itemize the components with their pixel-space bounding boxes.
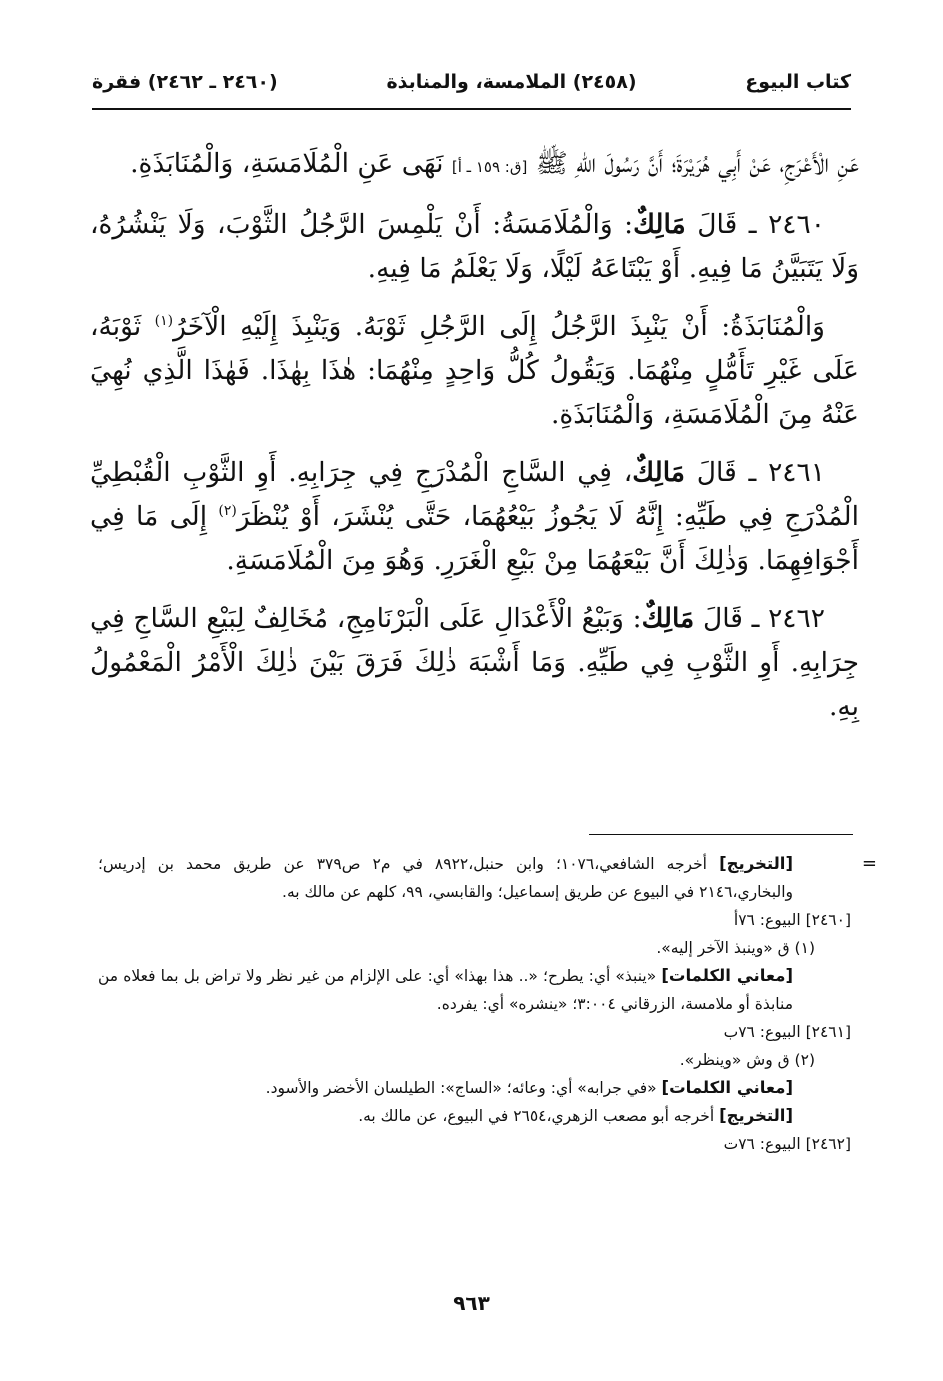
text-segment: نَهَى عَنِ الْمُلَامَسَةِ، وَالْمُنَابَذَةِ.: [130, 148, 444, 179]
takhrij-label: [التخريج]: [719, 1106, 793, 1125]
takhrij-text: أخرجه أبو مصعب الزهري،٢٦٥٤ في البيوع، عن مالك به.: [358, 1107, 715, 1125]
text-segment: وَالْمُنَابَذَةُ: أَنْ يَنْبِذَ الرَّجُلُ إِلَى الرَّجُلِ ثَوْبَهُ. وَيَنْبِذَ إِلَيْهِ الْآخَرُ: [173, 311, 825, 342]
paragraph-2460: [90, 203, 859, 291]
ref-2462: [٢٤٦٢] البيوع: ٧٦ت: [723, 1135, 851, 1153]
text-segment: : وَالْمُلَامَسَةُ: أَنْ يَلْمِسَ الرَّجُلُ الثَّوْبَ، وَلَا يَنْشُرُهُ، وَلَا يَتَبَيَّنُ مَا فِيهِ. أَوْ يَبْتَاعَهُ لَيْلًا، وَلَا يَعْلَمُ مَا فِيهِ.: [90, 209, 859, 284]
takhrij-note-1: [98, 850, 877, 906]
paragraph-2462: [90, 597, 859, 729]
maani-note-1: [98, 962, 851, 1018]
footnote-2: (٢) ق وش «وينظر».: [679, 1051, 815, 1069]
paragraph-number: ٢٤٦٠ ـ قَالَ: [697, 209, 825, 240]
takhrij-label: [التخريج]: [719, 854, 793, 873]
text-segment: إِلَى مَا فِي أَجْوَافِهِمَا. وَذٰلِكَ أَنَّ بَيْعَهُمَا مِنْ بَيْعِ الْغَرَرِ. وَهُوَ مِنَ الْمُلَامَسَةِ.: [90, 501, 859, 576]
malik-name: مَالِكٌ: [641, 603, 695, 634]
maani-label: [معاني الكلمات]: [661, 1078, 793, 1097]
takhrij-note-2: [98, 1102, 851, 1130]
maani-note-2: [98, 1074, 851, 1102]
paragraph-munabadha: [90, 305, 859, 437]
continuation-mark: =: [861, 853, 877, 874]
header-paragraph-range: (٢٤٦٠ ـ ٢٤٦٢) فقرة: [92, 71, 278, 93]
page-header: [92, 62, 851, 110]
maani-text: «في جرابه» أي: وعائه؛ «الساج»: الطيلسان الأخضر والأسود.: [265, 1079, 657, 1097]
ref-2460: [٢٤٦٠] البيوع: ٧٦أ: [733, 911, 851, 929]
footnote-1: (١) ق «وينبذ الآخر إليه».: [656, 939, 815, 957]
takhrij-text: أخرجه الشافعي،١٠٧٦؛ وابن حنبل،٨٩٢٢ في م٢ ص٣٧٩ عن طريق محمد بن إدريس؛ والبخاري،٢١٤٦ في البيوع عن طريق إسماعيل؛ والقابسي، ٩٩، كلهم عن مالك به.: [98, 855, 793, 901]
malik-name: مَالِكٌ: [632, 457, 685, 488]
text-segment: ثَوْبَهُ، عَلَى غَيْرِ تَأَمُّلٍ مِنْهُمَا. وَيَقُولُ كُلُّ وَاحِدٍ مِنْهُمَا: هٰذَا بِهٰذَا. فَهٰذَا الَّذِي نُهِيَ عَنْهُ مِنَ الْمُلَامَسَةِ، وَالْمُنَابَذَةِ.: [90, 311, 859, 430]
main-text: [90, 142, 859, 743]
maani-label: [معاني الكلمات]: [661, 966, 793, 985]
paragraph-number: ٢٤٦٢ ـ قَالَ: [702, 603, 825, 634]
header-chapter-title: (٢٤٥٨) الملامسة، والمنابذة: [386, 71, 637, 93]
text-segment: : وَبَيْعُ الْأَعْدَالِ عَلَى الْبَرْنَامِجِ، مُخَالِفٌ لِبَيْعِ السَّاجِ فِي جِرَابِهِ. أَوِ الثَّوْبِ فِي طَيِّهِ. وَمَا أَشْبَهَ ذٰلِكَ فَرَقَ بَيْنَ ذٰلِكَ الْأَمْرُ الْمَعْمُولُ بِهِ.: [90, 603, 859, 722]
footnote-separator: [589, 834, 853, 835]
paragraph-intro: [90, 142, 859, 189]
footnote-marker-2[interactable]: (٢): [218, 503, 237, 520]
footnotes: [98, 850, 877, 1158]
maani-text: «ينبذ» أي: يطرح؛ «.. هذا بهذا» أي: على الإلزام من غير نظر ولا تراض بل بما فعلاه من منابذة أو ملامسة، الزرقاني ٣:٠٠٤؛ «ينشره» أي: يفرده.: [98, 967, 793, 1013]
manuscript-ref: [ق: ١٥٩ ـ أ]: [451, 158, 528, 176]
paragraph-2461: [90, 451, 859, 583]
footnote-marker-1[interactable]: (١): [154, 313, 174, 330]
paragraph-number: ٢٤٦١ ـ قَالَ: [696, 457, 825, 488]
page-number: ٩٦٣: [453, 1291, 490, 1315]
text-segment: ، فِي السَّاجِ الْمُدْرَجِ فِي جِرَابِهِ. أَوِ الثَّوْبِ الْقُبْطِيِّ الْمُدْرَجِ فِي طَيِّهِ: إِنَّهُ لَا يَجُوزُ بَيْعُهُمَا، حَتَّى يُنْشَرَ، أَوْ يُنْظَرَ: [90, 457, 859, 532]
text-segment: عَنِ الْأَعْرَجِ، عَنْ أَبِي هُرَيْرَةَ؛ أَنَّ رَسُولَ اللّٰهِ ﷺ: [535, 148, 859, 179]
malik-name: مَالِكٌ: [633, 209, 686, 240]
header-book-title: كتاب البيوع: [745, 71, 851, 93]
ref-2461: [٢٤٦١] البيوع: ٧٦ب: [723, 1023, 851, 1041]
